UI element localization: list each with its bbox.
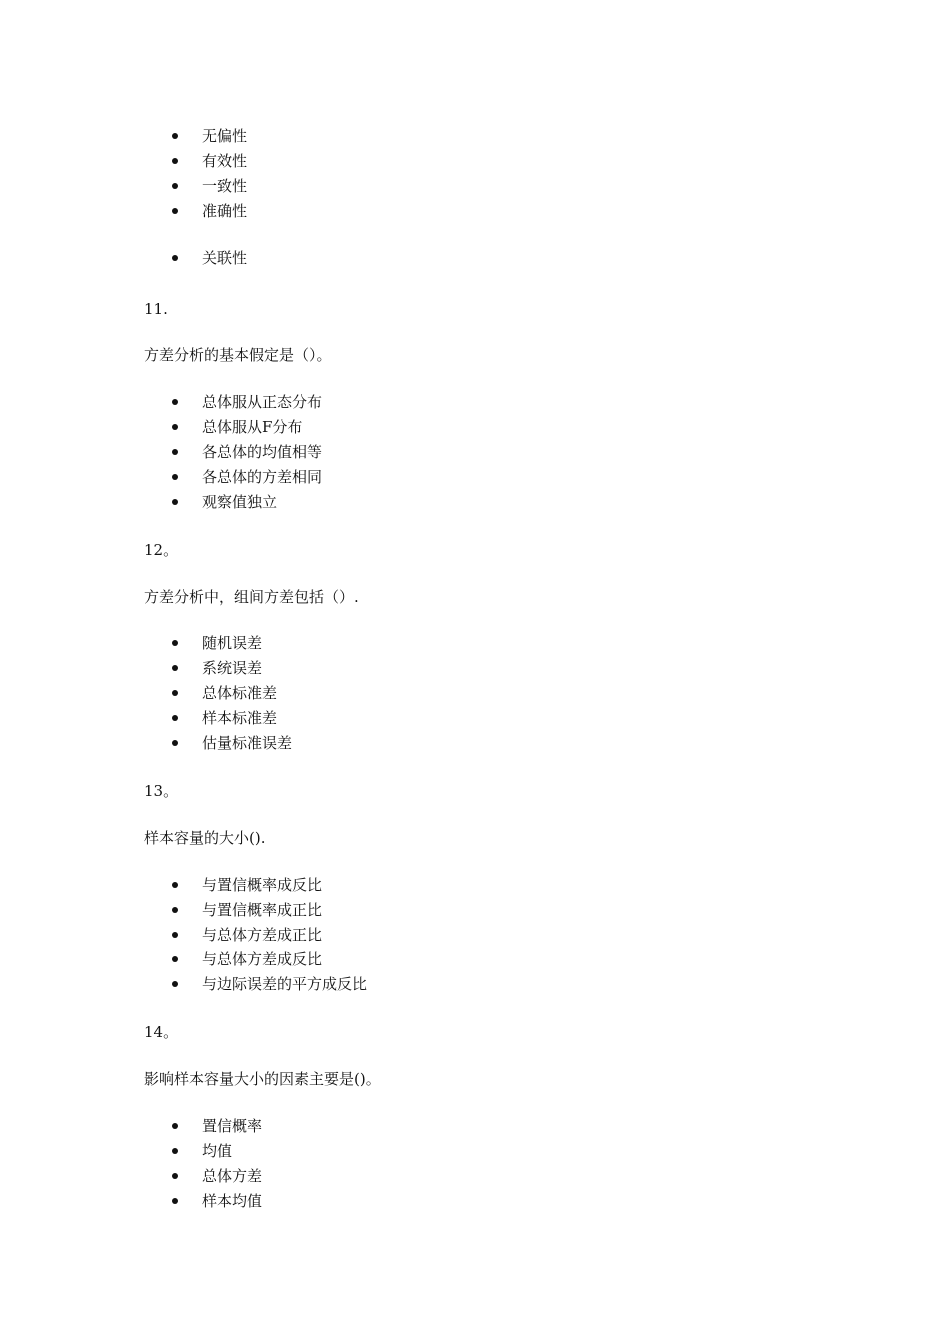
bullet-icon (172, 183, 178, 189)
bullet-icon (172, 740, 178, 746)
bullet-icon (172, 715, 178, 721)
question-number: 12。 (144, 541, 179, 559)
bullet-icon (172, 449, 178, 455)
question-number: 13。 (144, 782, 179, 800)
question-text: 方差分析中，组间方差包括（）. (144, 588, 359, 606)
bullet-icon (172, 690, 178, 696)
question-number: 11. (144, 300, 168, 318)
question-text: 方差分析的基本假定是（）。 (144, 346, 332, 364)
bullet-icon (172, 499, 178, 505)
bullet-icon (172, 907, 178, 913)
bullet-icon (172, 158, 178, 164)
bullet-icon (172, 255, 178, 261)
bullet-icon (172, 133, 178, 139)
bullet-icon (172, 981, 178, 987)
bullet-icon (172, 882, 178, 888)
bullet-icon (172, 956, 178, 962)
bullet-icon (172, 665, 178, 671)
bullet-icon (172, 424, 178, 430)
bullet-icon (172, 399, 178, 405)
bullet-icon (172, 474, 178, 480)
bullet-icon (172, 1123, 178, 1129)
question-text: 影响样本容量大小的因素主要是()。 (144, 1070, 381, 1088)
bullet-icon (172, 1148, 178, 1154)
bullet-icon (172, 640, 178, 646)
bullet-icon (172, 208, 178, 214)
bullet-icon (172, 1173, 178, 1179)
question-number: 14。 (144, 1023, 179, 1041)
question-text: 样本容量的大小(). (144, 829, 266, 847)
bullet-icon (172, 932, 178, 938)
bullet-icon (172, 1198, 178, 1204)
